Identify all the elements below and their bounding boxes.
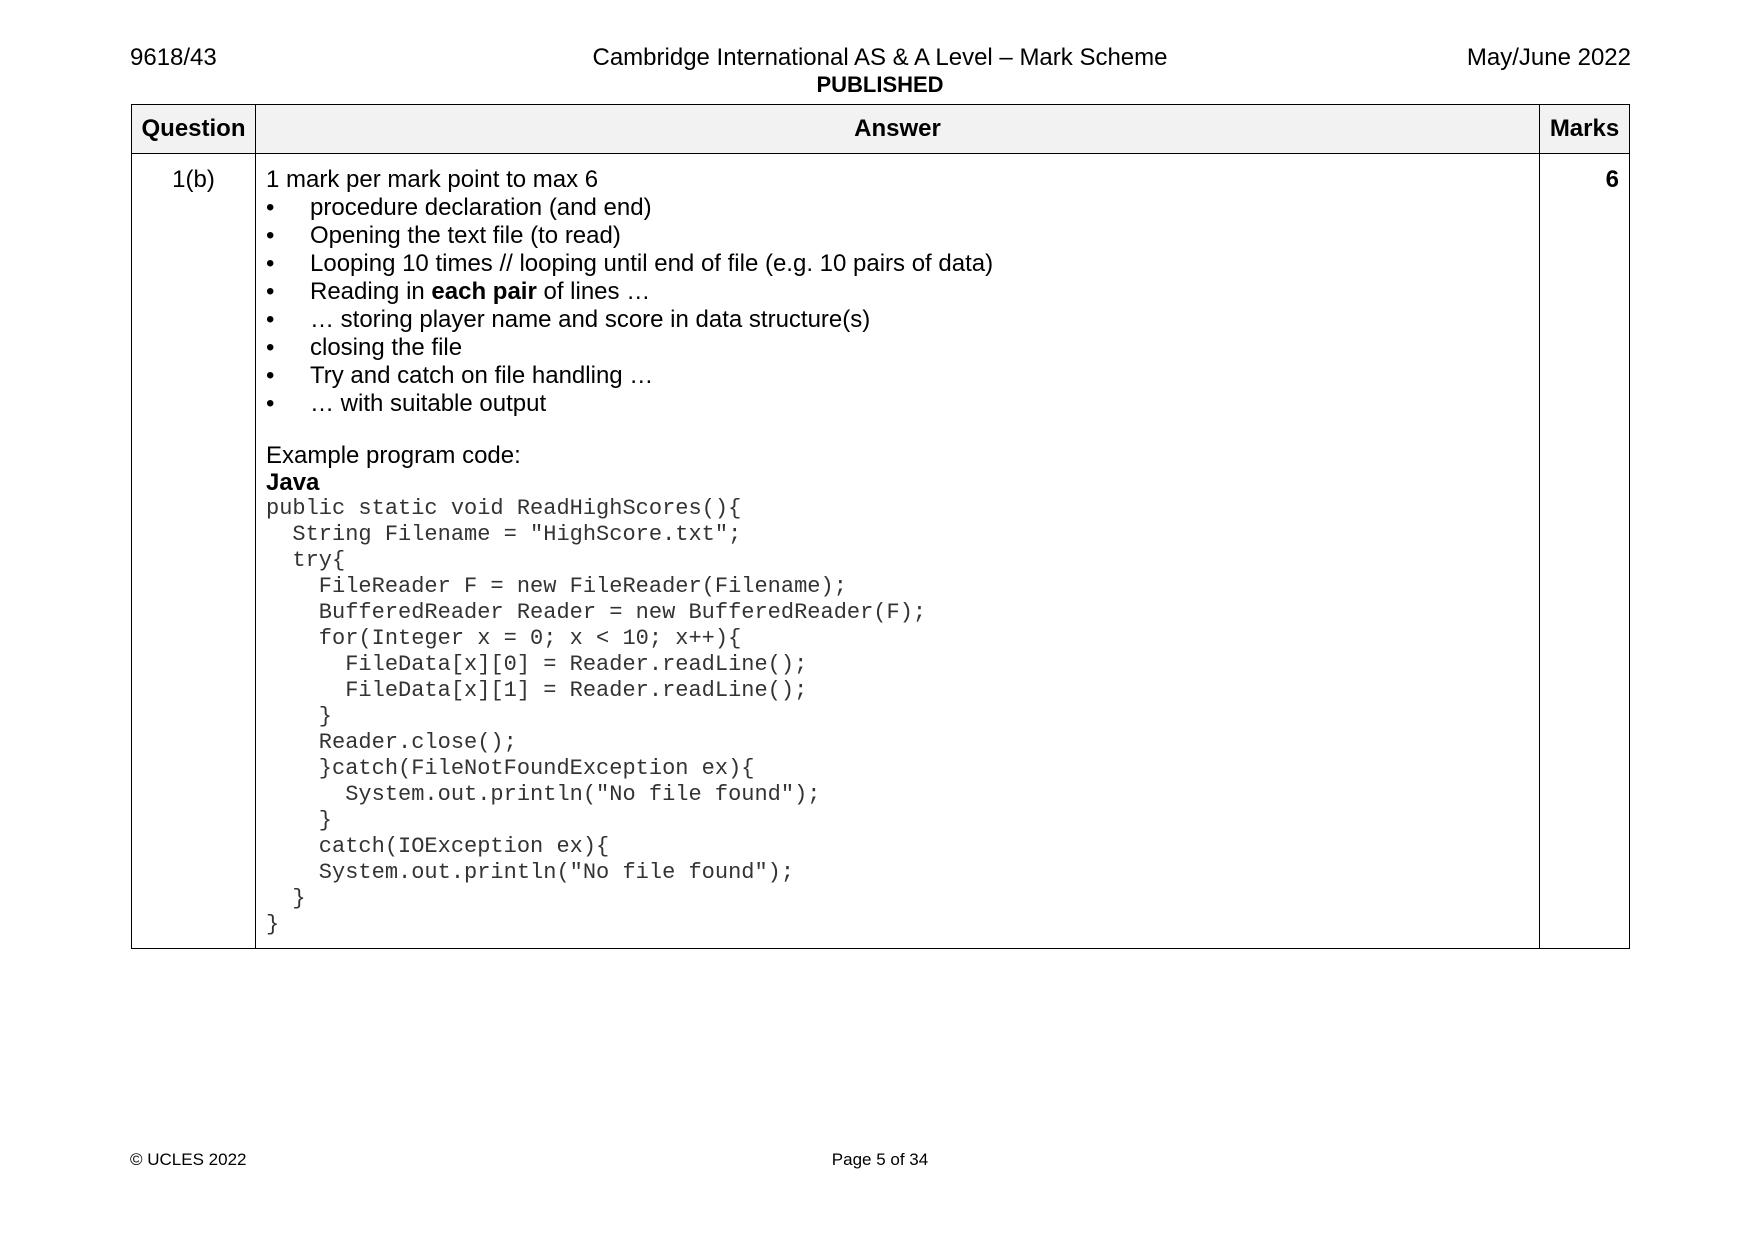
code-line: } (266, 704, 333, 729)
list-item (266, 362, 1529, 390)
marks-column-header: Marks (1540, 105, 1630, 154)
mark-points-list (266, 194, 1529, 418)
table-row (132, 154, 1630, 949)
exam-session: May/June 2022 (1466, 44, 1631, 71)
question-number: 1(b) (132, 154, 256, 949)
mark-point-text: closing the file (310, 334, 463, 361)
answer-cell (256, 154, 1540, 949)
list-item (266, 306, 1529, 334)
question-column-header: Question (132, 105, 256, 154)
code-line: } (266, 808, 333, 833)
mark-point-text: procedure declaration (and end) (310, 194, 652, 221)
mark-point-emphasis: each pair (431, 278, 537, 305)
mark-scheme-table (131, 104, 1630, 949)
code-line: FileData[x][1] = Reader.readLine(); (266, 678, 808, 703)
code-line: BufferedReader Reader = new BufferedReader(F); (266, 600, 927, 625)
code-line: try{ (266, 548, 346, 573)
code-line: public static void ReadHighScores(){ (266, 496, 742, 521)
mark-point-text: of lines … (536, 278, 651, 305)
marks-value: 6 (1540, 154, 1630, 949)
bullet-icon: • (266, 334, 275, 361)
mark-rule: 1 mark per mark point to max 6 (266, 166, 599, 193)
code-line: FileReader F = new FileReader(Filename); (266, 574, 847, 599)
list-item (266, 222, 1529, 250)
code-line: }catch(FileNotFoundException ex){ (266, 756, 755, 781)
code-line: Reader.close(); (266, 730, 517, 755)
code-block (266, 496, 1529, 938)
code-line: for(Integer x = 0; x < 10; x++){ (266, 626, 742, 651)
published-label: PUBLISHED (816, 72, 944, 97)
list-item (266, 334, 1529, 362)
bullet-icon: • (266, 222, 275, 249)
paper-code: 9618/43 (130, 44, 217, 71)
bullet-icon: • (266, 306, 275, 333)
mark-point-text: Reading in (310, 278, 432, 305)
table-header-row (132, 105, 1630, 154)
mark-point-text: Try and catch on file handling … (310, 362, 654, 389)
list-item (266, 250, 1529, 278)
mark-point-text: Looping 10 times // looping until end of file (e.g. 10 pairs of data) (310, 250, 994, 277)
code-line: catch(IOException ex){ (266, 834, 610, 859)
bullet-icon: • (266, 362, 275, 389)
document-title: Cambridge International AS & A Level – Mark Scheme (592, 44, 1168, 71)
code-line: System.out.println("No file found"); (266, 782, 821, 807)
bullet-icon: • (266, 390, 275, 417)
code-line: String Filename = "HighScore.txt"; (266, 522, 742, 547)
list-item (266, 278, 1529, 306)
code-line: FileData[x][0] = Reader.readLine(); (266, 652, 808, 677)
language-label: Java (266, 469, 320, 496)
list-item (266, 390, 1529, 418)
mark-point-text: Opening the text file (to read) (310, 222, 621, 249)
code-line: } (266, 912, 280, 937)
mark-point-text: … storing player name and score in data structure(s) (310, 306, 871, 333)
page-number: Page 5 of 34 (831, 1150, 929, 1169)
bullet-icon: • (266, 278, 275, 305)
example-label: Example program code: (266, 442, 521, 469)
bullet-icon: • (266, 250, 275, 277)
code-line: } (266, 886, 306, 911)
code-line: System.out.println("No file found"); (266, 860, 795, 885)
answer-column-header: Answer (256, 105, 1540, 154)
list-item (266, 194, 1529, 222)
copyright: © UCLES 2022 (130, 1150, 247, 1169)
bullet-icon: • (266, 194, 275, 221)
mark-point-text: … with suitable output (310, 390, 547, 417)
